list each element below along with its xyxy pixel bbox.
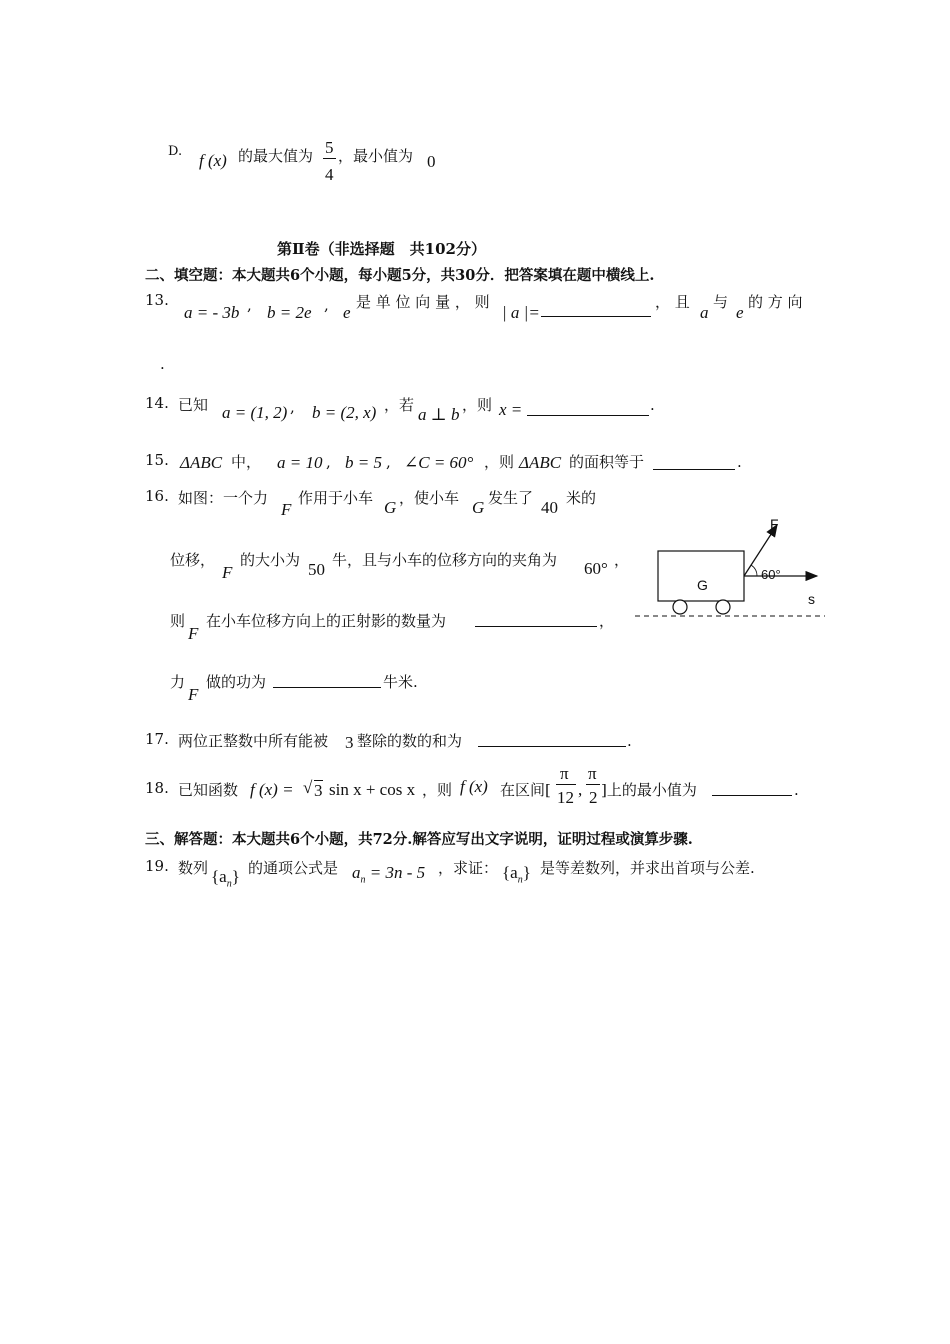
distance-value: 40 <box>541 498 558 517</box>
question-text: 数列 <box>178 859 209 877</box>
question-text: 在区间[ <box>500 781 551 799</box>
question-text: 中， <box>231 453 262 471</box>
question-text: 作用于小车 <box>298 489 374 507</box>
math-trig: sin x + cos x <box>329 780 416 799</box>
sequence-notation: $\{a_n\}$ <box>211 867 240 890</box>
denominator-12: 12 <box>557 788 574 807</box>
figure-label-angle: 60° <box>761 567 781 582</box>
period: . <box>160 355 165 373</box>
question-text: 位移， <box>170 551 216 569</box>
fraction-numerator: 5 <box>325 138 334 157</box>
comma: , <box>578 780 583 799</box>
question-text: 如图：一个力 <box>178 489 269 507</box>
period: . <box>737 453 742 471</box>
math-abs: | a |= <box>502 303 540 322</box>
question-text: 是 单 位 向 量 ， 则 <box>356 293 490 311</box>
math-triangle: ΔABC <box>180 453 223 472</box>
answer-blank[interactable] <box>712 781 792 796</box>
question-text: 已知 <box>178 396 209 414</box>
question-number: 14. <box>145 394 169 412</box>
question-text: 两位正整数中所有能被 <box>178 732 329 750</box>
math-a: a = - 3b <box>184 303 240 322</box>
cart-figure <box>630 515 830 625</box>
section-3-heading: 三、解答题：本大题共6个小题，共72分.解答应写出文字说明，证明过程或演算步骤. <box>145 831 693 848</box>
answer-blank[interactable] <box>478 732 626 747</box>
question-text: 的通项公式是 <box>248 859 339 877</box>
angle-value: 60° <box>584 559 608 578</box>
force-value: 50 <box>308 560 325 579</box>
question-text: 的大小为 <box>240 551 301 569</box>
angle-arc <box>751 565 757 576</box>
cart-body <box>658 551 744 601</box>
question-text: ， 且 <box>655 293 690 311</box>
math-angle: ∠C = 60° <box>404 453 474 472</box>
question-text: 牛米. <box>383 673 418 691</box>
math-G: G <box>472 498 485 517</box>
question-text: ， <box>599 612 615 630</box>
question-text: ，则 <box>484 453 515 471</box>
math-fx: f (x) <box>460 777 488 796</box>
section-2-title: 第Ⅱ卷（非选择题 共102分） <box>277 240 486 258</box>
min-value: 0 <box>427 152 436 171</box>
question-text: 在小车位移方向上的正射影的数量为 <box>206 612 447 630</box>
math-a: a <box>700 303 709 322</box>
sequence-notation: $\{a_n\}$ <box>502 863 531 886</box>
fraction-denominator: 4 <box>325 165 334 184</box>
question-text: ]上的最小值为 <box>601 781 697 799</box>
answer-blank[interactable] <box>527 401 649 416</box>
question-text: 已知函数 <box>178 781 239 799</box>
option-d-text-2: ，最小值为 <box>338 147 414 165</box>
answer-blank[interactable] <box>653 455 735 470</box>
question-text: 的面积等于 <box>569 453 645 471</box>
option-d-label: D. <box>168 144 183 159</box>
math-b: b = 2e <box>267 303 312 322</box>
math-b: b = (2, x) <box>312 403 377 422</box>
general-term: $a_n = 3n - 5$ <box>352 863 426 886</box>
question-number: 13. <box>145 291 169 309</box>
math-triangle: ΔABC <box>519 453 562 472</box>
sqrt-sign: √ <box>303 778 313 797</box>
question-text: ，使小车 <box>399 489 460 507</box>
fx-expression: f (x) <box>199 151 227 170</box>
question-number: 15. <box>145 451 169 469</box>
math-G: G <box>384 498 397 517</box>
math-a: a = (1, 2) <box>222 403 288 422</box>
math-three: 3 <box>345 733 354 752</box>
pi: π <box>560 764 569 783</box>
period: . <box>650 396 655 414</box>
period: . <box>627 732 632 750</box>
math-F: F <box>222 563 233 582</box>
option-d-text: 的最大值为 <box>238 147 314 165</box>
question-text: 与 <box>713 293 729 311</box>
question-text: 整除的数的和为 <box>357 732 463 750</box>
math-fx: f (x) = <box>250 780 294 799</box>
cart-wheel <box>716 600 730 614</box>
sqrt-radicand: 3 <box>314 781 323 800</box>
denominator-2: 2 <box>589 788 598 807</box>
figure-label-G: G <box>697 577 708 593</box>
question-number: 19. <box>145 857 169 875</box>
period: . <box>794 781 799 799</box>
math-e: e <box>343 303 351 322</box>
answer-blank[interactable] <box>273 673 381 688</box>
question-text: 则 <box>170 612 186 630</box>
question-text: 的 方 向 <box>748 293 803 311</box>
question-number: 17. <box>145 730 169 748</box>
question-text: ， <box>614 551 630 569</box>
math-x: x = <box>499 400 523 419</box>
math-a: a = 10 <box>277 453 323 472</box>
math-F: F <box>188 685 199 704</box>
question-text: 是等差数列，并求出首项与公差. <box>540 859 755 877</box>
math-e: e <box>736 303 744 322</box>
question-text: 力 <box>170 673 186 691</box>
question-number: 18. <box>145 779 169 797</box>
question-text: 米的 <box>566 489 597 507</box>
math-F: F <box>188 624 199 643</box>
question-text: ，若 <box>384 396 415 414</box>
math-perp: a ⊥ b <box>418 405 460 424</box>
math-F: F <box>281 500 292 519</box>
answer-blank[interactable] <box>475 612 597 627</box>
figure-label-s: s <box>808 591 815 607</box>
question-text: ，则 <box>422 781 453 799</box>
math-b: b = 5 <box>345 453 382 472</box>
question-text: 做的功为 <box>206 673 267 691</box>
figure-label-F: F <box>770 516 779 532</box>
pi: π <box>588 764 597 783</box>
question-text: ，则 <box>462 396 493 414</box>
cart-wheel <box>673 600 687 614</box>
question-text: 发生了 <box>488 489 534 507</box>
answer-blank[interactable] <box>541 302 651 317</box>
question-number: 16. <box>145 487 169 505</box>
question-text: 牛，且与小车的位移方向的夹角为 <box>332 551 558 569</box>
section-2-heading: 二、填空题：本大题共6个小题，每小题5分，共30分．把答案填在题中横线上. <box>145 267 655 284</box>
question-text: ，求证： <box>438 859 499 877</box>
